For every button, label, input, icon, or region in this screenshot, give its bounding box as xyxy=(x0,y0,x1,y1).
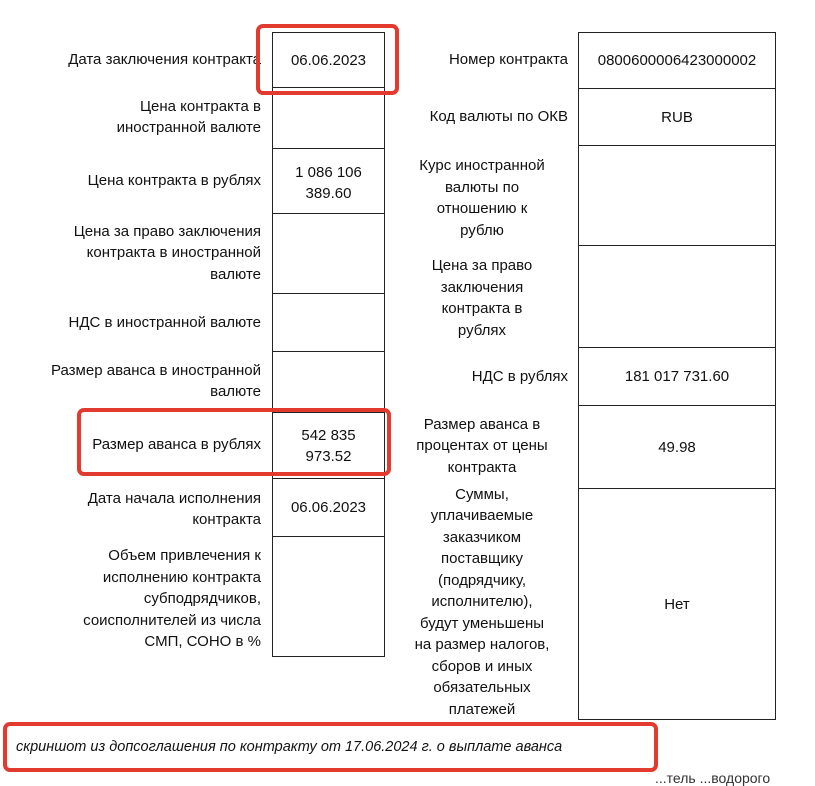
right-price-rub-label: Цена за право заключения контракта в рублях xyxy=(431,257,533,339)
advance-percent-value: 49.98 xyxy=(578,405,776,489)
exchange-rate-label: Курс иностранной валюты по отношению к рублю xyxy=(419,157,545,239)
vat-rub-label: НДС в рублях xyxy=(471,368,568,386)
advance-foreign-label: Размер аванса в иностранной валюте xyxy=(51,361,261,400)
subcontract-label: Объем привлечения к исполнению контракта субподрядчиков, соисполнителей из числа СМП, СОНО в % xyxy=(83,547,261,650)
vat-foreign-label: НДС в иностранной валюте xyxy=(68,314,261,332)
advance-percent-label: Размер аванса в процентах от цены контракта xyxy=(416,415,548,476)
price-rub-label: Цена контракта в рублях xyxy=(87,172,261,190)
tax-reduction-label: Суммы, уплачиваемые заказчиком поставщику (подрядчику, исполнителю), будут уменьшены на размер налогов, сборов и иных обязательных платежей xyxy=(414,485,550,718)
start-date-label: Дата начала исполнения контракта xyxy=(87,489,261,528)
clipped-text: ...тель ...водорого xyxy=(655,770,771,786)
currency-code-value: RUB xyxy=(578,88,776,146)
subcontract-value xyxy=(272,536,385,657)
price-foreign-label: Цена контракта в иностранной валюте xyxy=(116,97,261,136)
right-price-foreign-label: Цена за право заключения контракта в иностранной валюте xyxy=(73,222,261,283)
note-text: скриншот из допсоглашения по контракту от 17.06.2024 г. о выплате аванса xyxy=(16,739,563,755)
right-price-foreign-value xyxy=(272,213,385,294)
price-rub-value: 1 086 106 389.60 xyxy=(272,148,385,214)
screenshot-note xyxy=(3,722,658,772)
advance-foreign-value xyxy=(272,351,385,413)
tax-reduction-value: Нет xyxy=(578,488,776,720)
vat-rub-value: 181 017 731.60 xyxy=(578,347,776,406)
vat-foreign-value xyxy=(272,293,385,352)
right-price-rub-value xyxy=(578,245,776,348)
start-date-value: 06.06.2023 xyxy=(272,478,385,537)
contract-number-label: Номер контракта xyxy=(448,51,568,69)
contract-date-label: Дата заключения контракта xyxy=(68,51,261,69)
currency-code-label: Код валюты по ОКВ xyxy=(429,108,568,126)
price-foreign-value xyxy=(272,87,385,149)
contract-date-value: 06.06.2023 xyxy=(272,32,385,88)
advance-rub-label: Размер аванса в рублях xyxy=(92,436,261,454)
contract-number-value: 0800600006423000002 xyxy=(578,32,776,89)
exchange-rate-value xyxy=(578,145,776,246)
advance-rub-value: 542 835 973.52 xyxy=(272,412,385,479)
